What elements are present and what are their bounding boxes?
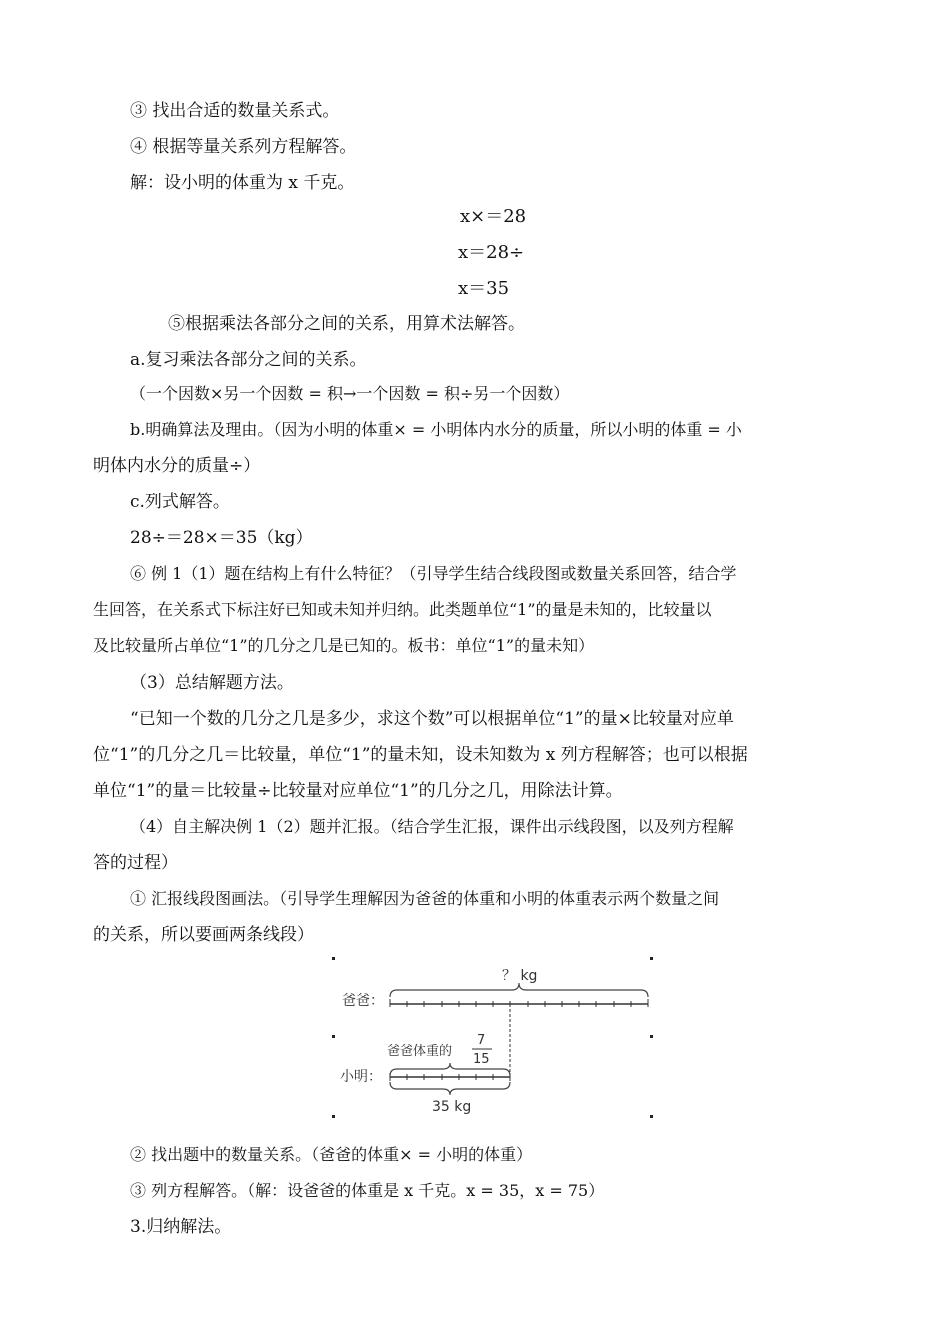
corner-mark	[650, 957, 653, 960]
son-top-brace	[390, 1063, 510, 1076]
fraction-caption: 爸爸体重的	[387, 1044, 453, 1059]
text-line: ③ 找出合适的数量关系式。	[130, 101, 340, 121]
corner-mark	[332, 1035, 335, 1038]
text-line: ③ 列方程解答。（解：设爸爸的体重是 x 千克。x = 35，x = 75）	[130, 1181, 605, 1200]
text-line: 答的过程）	[93, 853, 178, 873]
top-brace	[390, 983, 648, 997]
text-line: 解：设小明的体重为 x 千克。	[130, 173, 355, 193]
text-line: ④ 根据等量关系列方程解答。	[130, 137, 357, 157]
text-line: 3.归纳解法。	[130, 1217, 232, 1237]
equation-line: x＝35	[458, 278, 510, 299]
dad-label: 爸爸：	[342, 993, 384, 1009]
text-line: ② 找出题中的数量关系。（爸爸的体重× = 小明的体重）	[130, 1145, 533, 1164]
text-line: ⑥ 例 1（1）题在结构上有什么特征？（引导学生结合线段图或数量关系回答，结合学	[130, 564, 737, 583]
text-line: ⑤根据乘法各部分之间的关系，用算术法解答。	[168, 314, 525, 334]
text-line: 单位“1”的量＝比较量÷比较量对应单位“1”的几分之几，用除法计算。	[93, 781, 623, 801]
fraction-numerator: 7	[477, 1033, 486, 1048]
dad-ticks	[390, 999, 648, 1007]
corner-mark	[332, 1115, 335, 1118]
son-label: 小明：	[340, 1069, 382, 1085]
fraction-denominator: 15	[473, 1052, 490, 1067]
text-line: 生回答，在关系式下标注好已知或未知并归纳。此类题单位“1”的量是未知的，比较量以	[93, 600, 712, 619]
text-line: 的关系，所以要画两条线段）	[93, 925, 314, 945]
text-line: c.列式解答。	[130, 492, 230, 512]
text-line: 位“1”的几分之几＝比较量，单位“1”的量未知，设未知数为 x 列方程解答；也可以根据	[93, 745, 748, 765]
line-segment-diagram	[330, 955, 660, 1125]
text-line: 及比较量所占单位“1”的几分之几是已知的。板书：单位“1”的量未知）	[93, 636, 595, 655]
text-line: （4）自主解决例 1（2）题并汇报。（结合学生汇报，课件出示线段图，以及列方程解	[130, 817, 734, 836]
text-line: （3）总结解题方法。	[130, 673, 294, 693]
text-line: b.明确算法及理由。（因为小明的体重× = 小明体内水分的质量，所以小明的体重 = 小	[130, 420, 742, 439]
equation-line: x×＝28	[460, 206, 527, 227]
text-line: （一个因数×另一个因数 = 积→一个因数 = 积÷另一个因数）	[130, 384, 570, 403]
son-bottom-brace	[390, 1082, 510, 1095]
corner-mark	[650, 1035, 653, 1038]
top-brace-label: ？ kg	[502, 968, 538, 984]
text-line: 明体内水分的质量÷）	[93, 456, 261, 476]
equation-line: x＝28÷	[458, 242, 525, 263]
corner-mark	[332, 957, 335, 960]
text-line: 28÷＝28×＝35（kg）	[130, 528, 313, 548]
text-line: “已知一个数的几分之几是多少，求这个数”可以根据单位“1”的量×比较量对应单	[130, 709, 734, 729]
corner-mark	[650, 1115, 653, 1118]
text-line: ① 汇报线段图画法。（引导学生理解因为爸爸的体重和小明的体重表示两个数量之间	[130, 889, 720, 908]
text-line: a.复习乘法各部分之间的关系。	[130, 350, 367, 370]
son-weight-label: 35 kg	[432, 1099, 472, 1115]
